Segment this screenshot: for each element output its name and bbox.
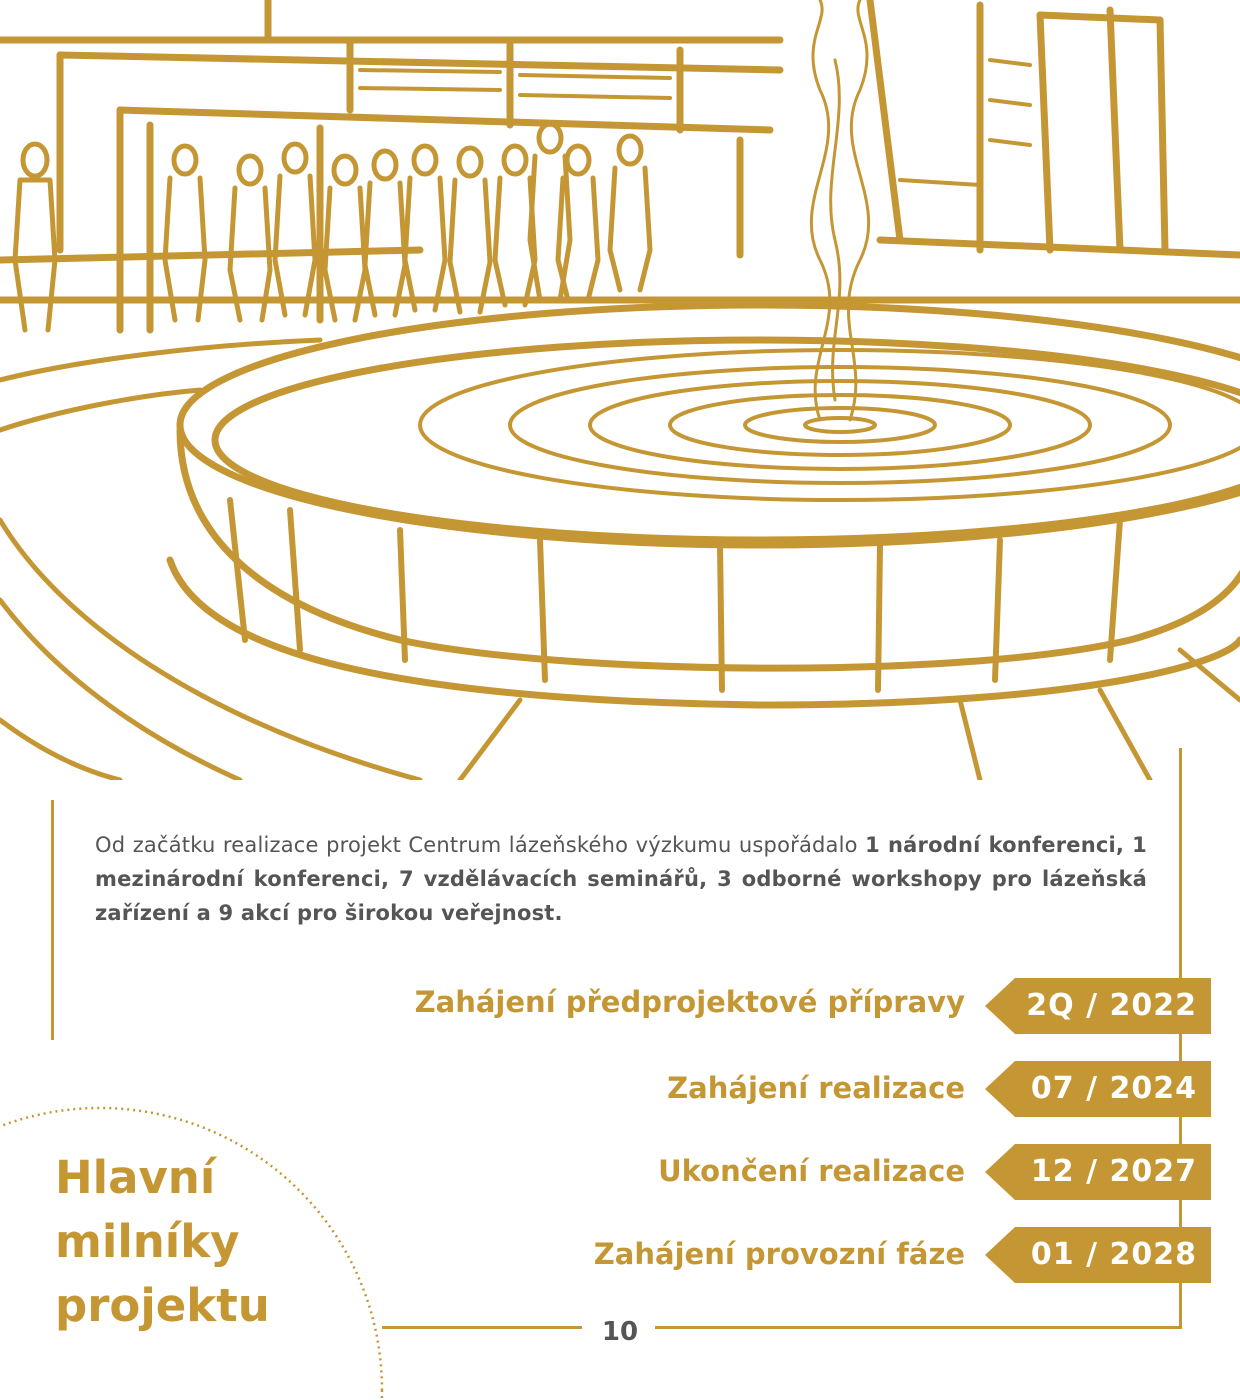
heading-line-3: projektu [55,1279,270,1332]
heading-line-2: milníky [55,1215,240,1268]
section-heading [55,1146,270,1338]
milestone-date-4: 01 / 2028 [1030,1237,1197,1272]
frame-line-bottom-right [655,1326,1182,1329]
milestone-date-tag-2 [985,1061,1211,1117]
heading-line-1: Hlavní [55,1151,216,1204]
milestone-date-3: 12 / 2027 [1030,1154,1197,1189]
intro-paragraph [95,828,1147,930]
milestone-label-3: Ukončení realizace [658,1154,965,1188]
milestone-date-tag-3 [985,1144,1211,1200]
milestone-date-1: 2Q / 2022 [1026,988,1197,1023]
milestone-date-tag-4 [985,1227,1211,1283]
intro-bold-text: 1 národní konferenci, 1 mezinárodní konferenci, 7 vzdělávacích seminářů, 3 odborné workshopy pro lázeňská zařízení a 9 akcí pro širokou veřejnost. [95,833,1147,925]
milestone-label-2: Zahájení realizace [667,1071,965,1105]
milestone-date-tag-1 [985,978,1211,1034]
frame-line-left [51,800,54,1040]
milestone-date-2: 07 / 2024 [1030,1071,1197,1106]
intro-text: Od začátku realizace projekt Centrum lázeňského výzkumu uspořádalo [95,833,866,857]
milestone-label-4: Zahájení provozní fáze [593,1237,965,1271]
frame-line-bottom-left [382,1326,582,1329]
page-number: 10 [585,1314,655,1350]
milestone-label-1: Zahájení předprojektové přípravy [414,985,965,1019]
